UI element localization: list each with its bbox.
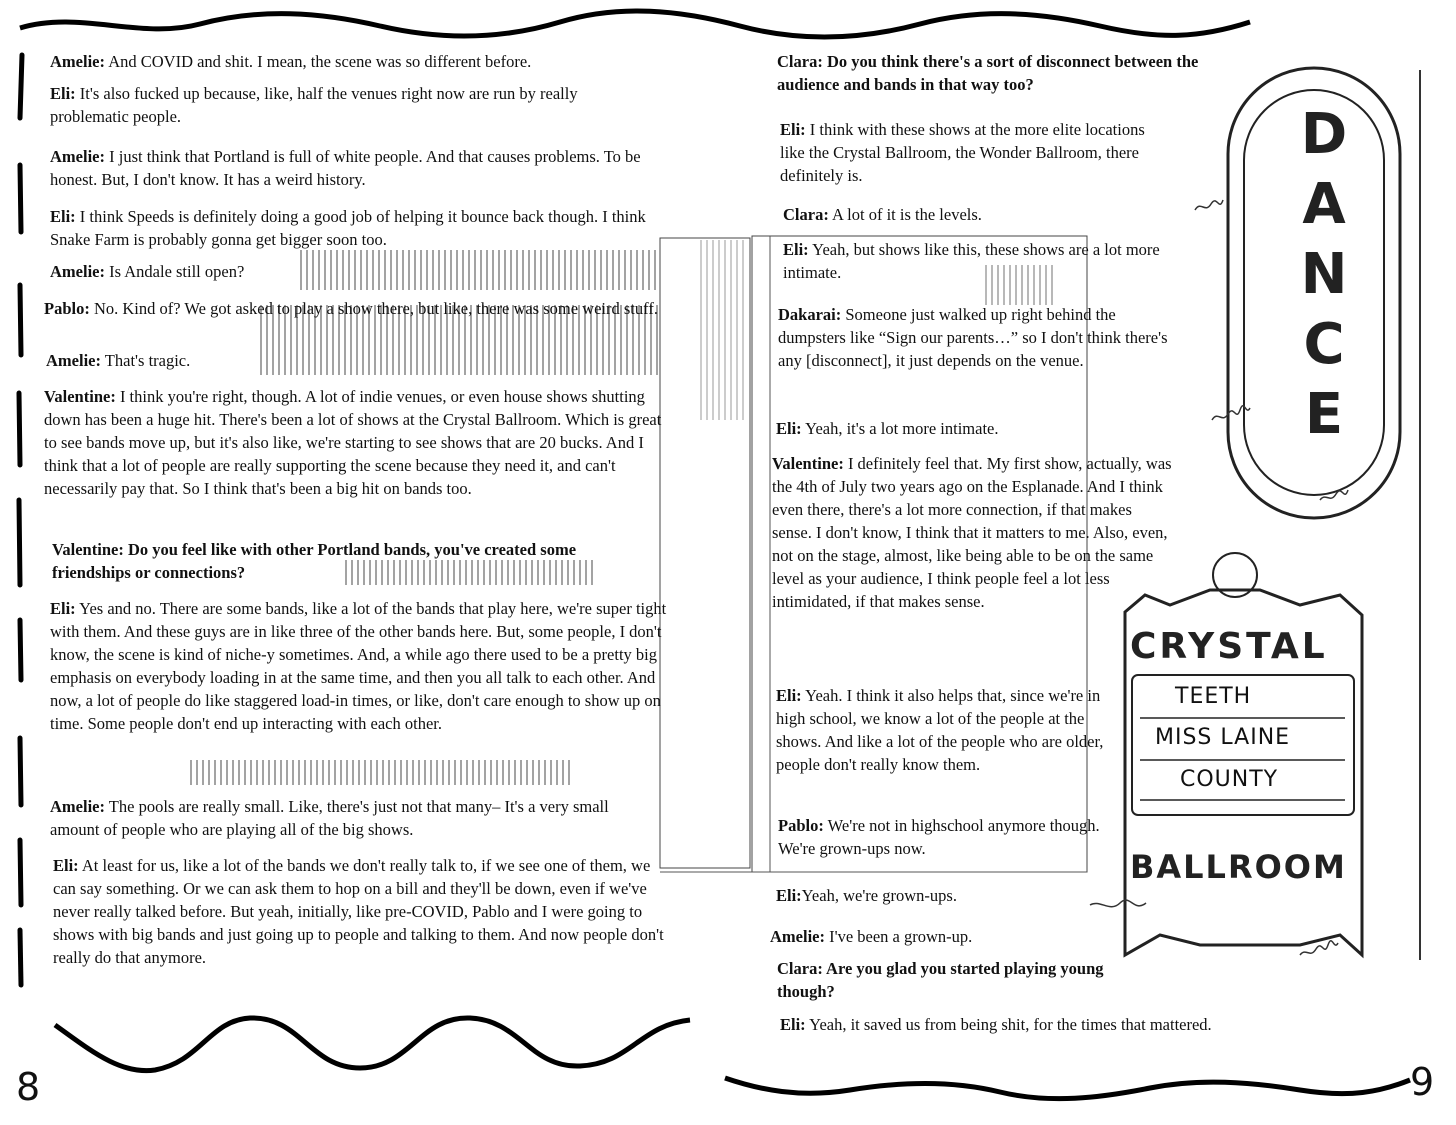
dialogue-line: Amelie: I've been a grown-up. bbox=[770, 927, 973, 946]
dialogue-line: Amelie: That's tragic. bbox=[46, 351, 191, 370]
scan-artifact bbox=[300, 250, 660, 290]
dialogue-line: Eli: Yeah, but shows like this, these shows are a lot more intimate. bbox=[783, 240, 1160, 282]
dialogue-line: Eli: It's also fucked up because, like, half the venues right now are run by really problematic people. bbox=[50, 84, 578, 126]
ballroom-sign-label: BALLROOM bbox=[1130, 848, 1347, 886]
dialogue-line: Amelie: The pools are really small. Like, there's just not that many– It's a very small amount of people who are playing all of the big shows. bbox=[50, 797, 609, 839]
dialogue-line: Eli: I think Speeds is definitely doing a good job of helping it bounce back though. I think Snake Farm is probably gonna get bigger soon too. bbox=[50, 207, 646, 249]
dialogue-line: Amelie: I just think that Portland is full of white people. And that causes problems. To be honest. But, I don't know. It has a weird history. bbox=[50, 147, 641, 189]
left-margin-strokes bbox=[19, 55, 22, 985]
bottom-left-wave bbox=[55, 1018, 690, 1071]
dialogue-line: Pablo: No. Kind of? We got asked to play a show there, but like, there was some weird stuff. bbox=[44, 299, 658, 318]
marquee-line-3: COUNTY bbox=[1180, 767, 1279, 792]
top-wave-line bbox=[20, 11, 1250, 37]
question-line: Clara: Are you glad you started playing young though? bbox=[777, 959, 1104, 1001]
question-line: Clara: Do you think there's a sort of disconnect between the audience and bands in that way too? bbox=[777, 52, 1199, 94]
dialogue-line: Valentine: I definitely feel that. My first show, actually, was the 4th of July two years ago on the Esplanade. And I think even there, there's a lot more connection, if that makes sense. I don't know, I think that it matters to me. Also, even, not on the stage, almost, like being able to be on the same level as your audience, I think people feel a lot less intimidated, if that makes sense. bbox=[772, 454, 1172, 611]
page-number-right: 9 bbox=[1410, 1060, 1435, 1104]
dialogue-line: Eli: Yeah, it's a lot more intimate. bbox=[776, 419, 999, 438]
marquee-line-2: MISS LAINE bbox=[1155, 725, 1291, 750]
dialogue-line: Eli: At least for us, like a lot of the bands we don't really talk to, if we see one of them, we can say something. Or we can ask them to hop on a bill and they'll be down, even if we've never really talked before. But yeah, initially, like pre-COVID, Pablo and I were going to shows with big bands and just going up to people and talking to them. And now people don't really do that anymore. bbox=[53, 856, 664, 967]
dialogue-line: Eli: Yeah. I think it also helps that, since we're in high school, we know a lot of the people at the shows. And like a lot of the people who are older, people don't really know them. bbox=[776, 686, 1104, 774]
dialogue-line: Eli:Yeah, we're grown-ups. bbox=[776, 886, 957, 905]
page-number-left: 8 bbox=[16, 1065, 41, 1109]
dialogue-line: Pablo: We're not in highschool anymore though. We're grown-ups now. bbox=[778, 816, 1100, 858]
dialogue-line: Eli: Yes and no. There are some bands, like a lot of the bands that play here, we're super tight with them. And these guys are in like three of the other bands here. But, some people, I don't know, the scene is kind of niche-y sometimes. And, a while ago there used to be a pretty big emphasis on everybody loading in at the same time, and then you all talk to each other. And now, a lot of people do like staggered load-in times, or like, don't care enough to show up on time. Some people don't end up interacting with each other. bbox=[50, 599, 667, 733]
dance-sign-label: DANCE bbox=[1300, 102, 1350, 447]
dialogue-line: Dakarai: Someone just walked up right behind the dumpsters like “Sign our parents…” so I don't think there's any [disconnect], it just depends on the venue. bbox=[778, 305, 1168, 370]
marquee-line-1: TEETH bbox=[1175, 684, 1252, 709]
dialogue-line: Amelie: And COVID and shit. I mean, the scene was so different before. bbox=[50, 52, 532, 71]
scan-artifact bbox=[700, 240, 745, 420]
dialogue-line: Valentine: I think you're right, though. A lot of indie venues, or even house shows shutting down has been a huge hit. There's been a lot of shows at the Crystal Ballroom. Which is great to see bands move up, but it's also like, we're starting to see shows that are 20 bucks. And I think that a lot of people are really supporting the scene because they need it, and can't necessarily pay that. So I think that's been a big hit on bands too. bbox=[44, 387, 662, 498]
dialogue-line: Amelie: Is Andale still open? bbox=[50, 262, 245, 281]
dialogue-line: Eli: I think with these shows at the more elite locations like the Crystal Ballroom, the Wonder Ballroom, there definitely is. bbox=[780, 120, 1145, 185]
dialogue-line: Clara: A lot of it is the levels. bbox=[783, 205, 982, 224]
scan-artifact bbox=[190, 760, 570, 785]
bottom-right-wave bbox=[725, 1078, 1410, 1099]
dialogue-line: Eli: Yeah, it saved us from being shit, for the times that mattered. bbox=[780, 1015, 1212, 1034]
crystal-sign-label: CRYSTAL bbox=[1130, 626, 1328, 667]
crystal-ballroom-sign-drawing bbox=[1125, 553, 1362, 955]
question-line: Valentine: Do you feel like with other Portland bands, you've created some friendships or connections? bbox=[52, 540, 577, 582]
